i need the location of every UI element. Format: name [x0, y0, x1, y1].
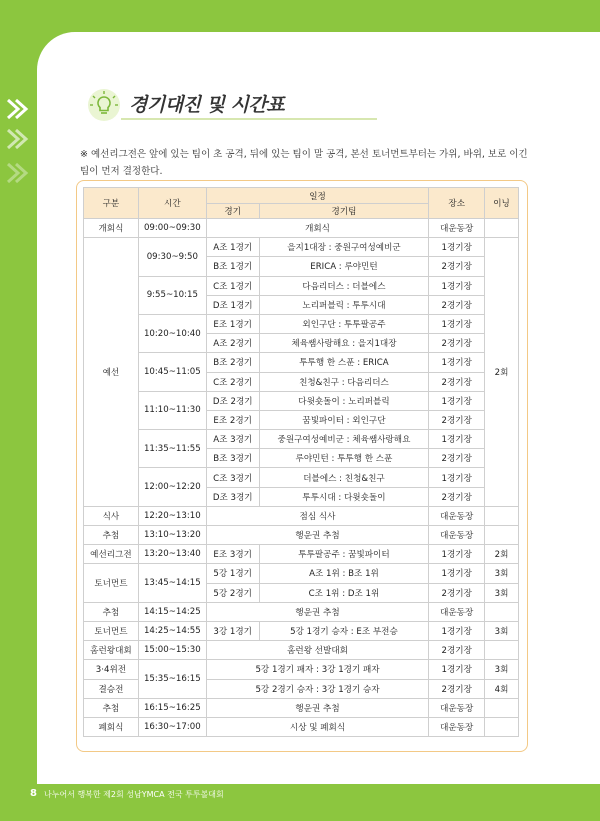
venue-cell: 대운동장	[429, 717, 485, 736]
venue-cell: 대운동장	[429, 602, 485, 621]
venue-cell: 1경기장	[429, 353, 485, 372]
venue-cell: 2경기장	[429, 257, 485, 276]
venue-cell: 1경기장	[429, 391, 485, 410]
category-cell: 식사	[84, 506, 139, 525]
venue-cell: 1경기장	[429, 314, 485, 333]
teams-cell: 다윗숏돌이 : 노리퍼블릭	[259, 391, 429, 410]
category-cell: 홈런왕대회	[84, 641, 139, 660]
time-cell: 13:45~14:15	[138, 564, 206, 602]
teams-cell: 친청&친구 : 다음리더스	[259, 372, 429, 391]
note-line: 팀이 먼저 결정한다.	[80, 166, 163, 177]
category-cell: 추첨	[84, 526, 139, 545]
venue-cell: 대운동장	[429, 506, 485, 525]
table-row	[84, 276, 519, 295]
time-cell: 13:20~13:40	[138, 545, 206, 564]
event-cell: 개회식	[206, 219, 429, 238]
category-cell: 토너먼트	[84, 621, 139, 640]
venue-cell: 2경기장	[429, 334, 485, 353]
teams-cell: 체육쌤사랑해요 : 을지1대장	[259, 334, 429, 353]
table-row	[84, 602, 519, 621]
event-cell: 5강 2경기 승자 : 3강 1경기 승자	[206, 679, 429, 698]
category-cell: 예선	[84, 238, 139, 507]
match-cell: E조 3경기	[206, 545, 259, 564]
category-cell: 추첨	[84, 602, 139, 621]
table-row	[84, 506, 519, 525]
teams-cell: 을지1대장 : 중원구여성예비군	[259, 238, 429, 257]
note-line: ※ 예선리그전은 앞에 있는 팀이 초 공격, 뒤에 있는 팀이 말 공격, 본선 토너먼트부터는 가위, 바위, 보로 이긴	[80, 149, 528, 160]
time-cell: 15:35~16:15	[138, 660, 206, 698]
teams-cell: 투투행 한 스푼 : ERICA	[259, 353, 429, 372]
teams-cell: 노리퍼블릭 : 투투시대	[259, 295, 429, 314]
innings-cell	[485, 526, 519, 545]
table-row	[84, 717, 519, 736]
header-teams: 경기팀	[259, 204, 429, 219]
innings-cell	[485, 717, 519, 736]
match-cell: C조 3경기	[206, 468, 259, 487]
match-cell: C조 2경기	[206, 372, 259, 391]
innings-cell: 2회	[485, 545, 519, 564]
category-cell: 토너먼트	[84, 564, 139, 602]
chevron-decoration-icon	[4, 126, 30, 152]
header-category: 구분	[84, 188, 139, 219]
time-cell: 16:15~16:25	[138, 698, 206, 717]
table-row	[84, 698, 519, 717]
match-cell: D조 1경기	[206, 295, 259, 314]
table-row	[84, 219, 519, 238]
header-schedule: 일정	[206, 188, 429, 204]
match-cell: 5강 2경기	[206, 583, 259, 602]
category-cell: 3·4위전	[84, 660, 139, 679]
category-cell: 개회식	[84, 219, 139, 238]
page-footer	[0, 782, 600, 821]
innings-cell: 3회	[485, 660, 519, 679]
time-cell: 11:10~11:30	[138, 391, 206, 429]
venue-cell: 2경기장	[429, 487, 485, 506]
innings-cell: 3회	[485, 564, 519, 583]
match-cell: A조 2경기	[206, 334, 259, 353]
teams-cell: 다음리더스 : 더블에스	[259, 276, 429, 295]
venue-cell: 2경기장	[429, 641, 485, 660]
chevron-decoration-icon	[4, 160, 30, 186]
venue-cell: 2경기장	[429, 295, 485, 314]
category-cell: 예선리그전	[84, 545, 139, 564]
header-time: 시간	[138, 188, 206, 219]
venue-cell: 1경기장	[429, 430, 485, 449]
teams-cell: C조 1위 : D조 1위	[259, 583, 429, 602]
table-row	[84, 545, 519, 564]
match-cell: B조 3경기	[206, 449, 259, 468]
venue-cell: 대운동장	[429, 219, 485, 238]
venue-cell: 2경기장	[429, 583, 485, 602]
teams-cell: 더블에스 : 친청&친구	[259, 468, 429, 487]
schedule-table	[83, 187, 519, 737]
chevron-decoration-icon	[4, 96, 30, 122]
innings-cell: 3회	[485, 621, 519, 640]
time-cell: 10:45~11:05	[138, 353, 206, 391]
match-cell: A조 1경기	[206, 238, 259, 257]
section-header	[87, 86, 387, 126]
innings-cell	[485, 506, 519, 525]
table-row	[84, 660, 519, 679]
teams-cell: 5강 1경기 승자 : E조 부전승	[259, 621, 429, 640]
innings-cell	[485, 641, 519, 660]
venue-cell: 대운동장	[429, 526, 485, 545]
innings-cell: 2회	[485, 238, 519, 507]
event-cell: 행운권 추첨	[206, 526, 429, 545]
time-cell: 12:00~12:20	[138, 468, 206, 506]
innings-cell: 3회	[485, 583, 519, 602]
time-cell: 9:55~10:15	[138, 276, 206, 314]
header-match: 경기	[206, 204, 259, 219]
time-cell: 14:15~14:25	[138, 602, 206, 621]
match-cell: 3강 1경기	[206, 621, 259, 640]
innings-cell	[485, 698, 519, 717]
title-underline	[121, 118, 377, 120]
venue-cell: 1경기장	[429, 545, 485, 564]
match-cell: C조 1경기	[206, 276, 259, 295]
table-row	[84, 430, 519, 449]
time-cell: 12:20~13:10	[138, 506, 206, 525]
teams-cell: A조 1위 : B조 1위	[259, 564, 429, 583]
venue-cell: 1경기장	[429, 276, 485, 295]
venue-cell: 1경기장	[429, 660, 485, 679]
time-cell: 13:10~13:20	[138, 526, 206, 545]
match-cell: B조 1경기	[206, 257, 259, 276]
category-cell: 결승전	[84, 679, 139, 698]
time-cell: 10:20~10:40	[138, 314, 206, 352]
time-cell: 16:30~17:00	[138, 717, 206, 736]
teams-cell: 중원구여성예비군 : 체육쌤사랑해요	[259, 430, 429, 449]
event-cell: 시상 및 폐회식	[206, 717, 429, 736]
time-cell: 15:00~15:30	[138, 641, 206, 660]
lightbulb-icon	[87, 88, 121, 122]
venue-cell: 2경기장	[429, 372, 485, 391]
instruction-note	[80, 146, 540, 180]
venue-cell: 대운동장	[429, 698, 485, 717]
innings-cell: 4회	[485, 679, 519, 698]
venue-cell: 1경기장	[429, 238, 485, 257]
venue-cell: 2경기장	[429, 679, 485, 698]
teams-cell: ERICA : 루야민턴	[259, 257, 429, 276]
venue-cell: 2경기장	[429, 449, 485, 468]
table-row	[84, 353, 519, 372]
match-cell: D조 2경기	[206, 391, 259, 410]
match-cell: E조 2경기	[206, 410, 259, 429]
match-cell: 5강 1경기	[206, 564, 259, 583]
event-cell: 행운권 추첨	[206, 602, 429, 621]
event-cell: 홈런왕 선발대회	[206, 641, 429, 660]
event-cell: 5강 1경기 패자 : 3강 1경기 패자	[206, 660, 429, 679]
page-number: 8	[30, 788, 37, 799]
teams-cell: 꿈빛파이터 : 외인구단	[259, 410, 429, 429]
category-cell: 폐회식	[84, 717, 139, 736]
table-row	[84, 468, 519, 487]
innings-cell	[485, 602, 519, 621]
innings-cell	[485, 219, 519, 238]
table-row	[84, 238, 519, 257]
teams-cell: 외인구단 : 투투팔공주	[259, 314, 429, 333]
table-row	[84, 621, 519, 640]
time-cell: 09:00~09:30	[138, 219, 206, 238]
venue-cell: 1경기장	[429, 564, 485, 583]
venue-cell: 1경기장	[429, 468, 485, 487]
header-venue: 장소	[429, 188, 485, 219]
venue-cell: 2경기장	[429, 410, 485, 429]
match-cell: E조 1경기	[206, 314, 259, 333]
time-cell: 14:25~14:55	[138, 621, 206, 640]
time-cell: 11:35~11:55	[138, 430, 206, 468]
page-title: 경기대진 및 시간표	[129, 94, 285, 116]
event-cell: 행운권 추첨	[206, 698, 429, 717]
table-row	[84, 564, 519, 583]
footer-text: 나누어서 행복한 제2회 성남YMCA 전국 투투볼대회	[44, 790, 224, 799]
time-cell: 09:30~9:50	[138, 238, 206, 276]
teams-cell: 루야민턴 : 투투행 한 스푼	[259, 449, 429, 468]
venue-cell: 1경기장	[429, 621, 485, 640]
table-row	[84, 391, 519, 410]
teams-cell: 투투팔공주 : 꿈빛파이터	[259, 545, 429, 564]
header-innings: 이닝	[485, 188, 519, 219]
event-cell: 점심 식사	[206, 506, 429, 525]
table-row	[84, 526, 519, 545]
teams-cell: 투투시대 : 다윗숏돌이	[259, 487, 429, 506]
table-row	[84, 641, 519, 660]
match-cell: B조 2경기	[206, 353, 259, 372]
table-row	[84, 314, 519, 333]
match-cell: D조 3경기	[206, 487, 259, 506]
match-cell: A조 3경기	[206, 430, 259, 449]
category-cell: 추첨	[84, 698, 139, 717]
